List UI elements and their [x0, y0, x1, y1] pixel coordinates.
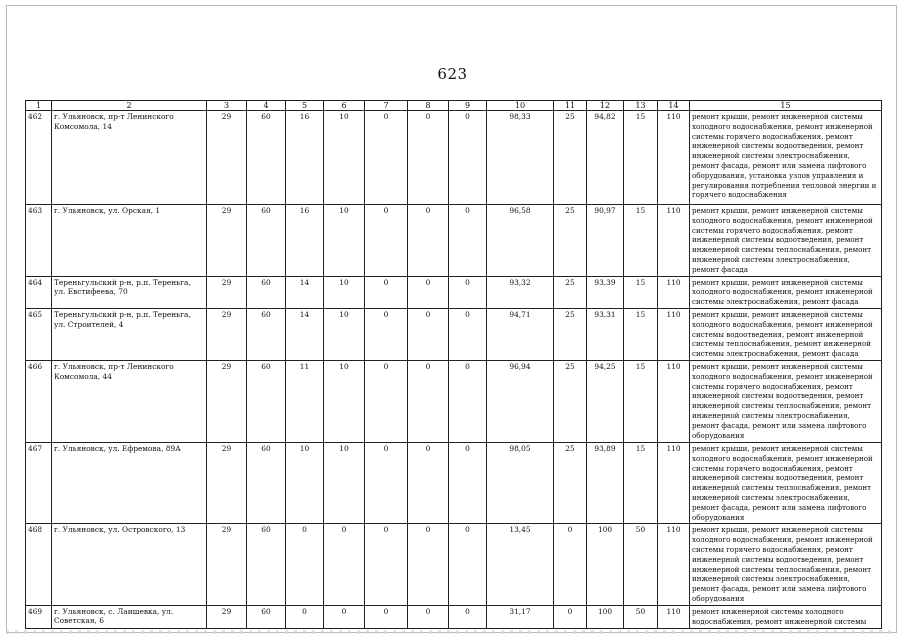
- column-header-10: 10: [487, 101, 554, 111]
- value-cell-c9: 0: [449, 360, 487, 442]
- value-cell-c9: 0: [449, 442, 487, 523]
- value-cell-c3: 29: [207, 524, 247, 605]
- value-cell-c7: 0: [365, 605, 408, 628]
- value-cell-c12: 90,97: [587, 205, 624, 277]
- value-cell-c6: 0: [324, 605, 365, 628]
- value-cell-c12: 94,25: [587, 360, 624, 442]
- value-cell-c7: 0: [365, 442, 408, 523]
- table-row: [26, 111, 882, 205]
- header-row: [26, 101, 882, 111]
- value-cell-c3: 29: [207, 360, 247, 442]
- row-number: 464: [26, 276, 52, 308]
- row-number: 467: [26, 442, 52, 523]
- value-cell-c12: 94,82: [587, 111, 624, 205]
- row-number: 463: [26, 205, 52, 277]
- value-cell-c10: 96,58: [487, 205, 554, 277]
- column-header-9: 9: [449, 101, 487, 111]
- value-cell-c5: 14: [286, 308, 324, 360]
- value-cell-c6: 10: [324, 276, 365, 308]
- value-cell-c5: 11: [286, 360, 324, 442]
- table-row: [26, 524, 882, 605]
- address-cell: г. Ульяновск, пр-т Ленинского Комсомола, 14: [52, 111, 207, 205]
- value-cell-c13: 50: [624, 605, 658, 628]
- value-cell-c10: 98,33: [487, 111, 554, 205]
- value-cell-c13: 15: [624, 442, 658, 523]
- row-number: 462: [26, 111, 52, 205]
- value-cell-c11: 25: [554, 111, 587, 205]
- address-cell: г. Ульяновск, с. Лаишевка, ул. Советская, 6: [52, 605, 207, 628]
- value-cell-c8: 0: [408, 205, 449, 277]
- column-header-11: 11: [554, 101, 587, 111]
- column-header-2: 2: [52, 101, 207, 111]
- value-cell-c3: 29: [207, 308, 247, 360]
- works-cell: ремонт крыши, ремонт инженерной системы холодного водоснабжения, ремонт инженерной системы горячего водоснабжения, ремонт инженерной системы водоотведения, ремонт инженерной системы теплоснабжения, ремонт инженерной системы электроснабжения, ремонт фасада, ремонт или замена лифтового оборудования: [690, 442, 882, 523]
- works-cell: ремонт крыши, ремонт инженерной системы холодного водоснабжения, ремонт инженерной системы горячего водоснабжения, ремонт инженерной системы водоотведения, ремонт инженерной системы теплоснабжения, ремонт инженерной системы электроснабжения, ремонт фасада, ремонт или замена лифтового оборудования: [690, 524, 882, 605]
- value-cell-c5: 10: [286, 442, 324, 523]
- value-cell-c4: 60: [247, 360, 286, 442]
- value-cell-c14: 110: [658, 360, 690, 442]
- table-body: [26, 111, 882, 629]
- value-cell-c8: 0: [408, 360, 449, 442]
- works-cell: ремонт крыши, ремонт инженерной системы холодного водоснабжения, ремонт инженерной системы горячего водоснабжения, ремонт инженерной системы водоотведения, ремонт инженерной системы теплоснабжения, ремонт инженерной системы электроснабжения, ремонт фасада, ремонт или замена лифтового оборудования: [690, 360, 882, 442]
- value-cell-c14: 110: [658, 442, 690, 523]
- table-row: [26, 442, 882, 523]
- value-cell-c10: 96,94: [487, 360, 554, 442]
- value-cell-c13: 15: [624, 111, 658, 205]
- address-cell: Тереньгульский р-н, р.п. Тереньга, ул. Евстифеева, 70: [52, 276, 207, 308]
- value-cell-c6: 10: [324, 308, 365, 360]
- value-cell-c6: 10: [324, 205, 365, 277]
- works-cell: ремонт крыши, ремонт инженерной системы холодного водоснабжения, ремонт инженерной системы электроснабжения, ремонт фасада: [690, 276, 882, 308]
- value-cell-c13: 15: [624, 360, 658, 442]
- value-cell-c9: 0: [449, 308, 487, 360]
- value-cell-c7: 0: [365, 360, 408, 442]
- value-cell-c7: 0: [365, 111, 408, 205]
- value-cell-c14: 110: [658, 276, 690, 308]
- value-cell-c11: 25: [554, 205, 587, 277]
- value-cell-c5: 14: [286, 276, 324, 308]
- value-cell-c10: 13,45: [487, 524, 554, 605]
- address-cell: г. Ульяновск, ул. Островского, 13: [52, 524, 207, 605]
- value-cell-c3: 29: [207, 276, 247, 308]
- page-number: 623: [437, 65, 468, 83]
- column-header-7: 7: [365, 101, 408, 111]
- value-cell-c4: 60: [247, 308, 286, 360]
- value-cell-c5: 0: [286, 605, 324, 628]
- value-cell-c6: 10: [324, 442, 365, 523]
- column-header-15: 15: [690, 101, 882, 111]
- value-cell-c11: 0: [554, 524, 587, 605]
- value-cell-c6: 10: [324, 360, 365, 442]
- value-cell-c5: 0: [286, 524, 324, 605]
- value-cell-c11: 0: [554, 605, 587, 628]
- value-cell-c7: 0: [365, 308, 408, 360]
- value-cell-c14: 110: [658, 308, 690, 360]
- address-cell: г. Ульяновск, пр-т Ленинского Комсомола, 44: [52, 360, 207, 442]
- row-number: 465: [26, 308, 52, 360]
- value-cell-c9: 0: [449, 111, 487, 205]
- value-cell-c9: 0: [449, 205, 487, 277]
- value-cell-c6: 0: [324, 524, 365, 605]
- value-cell-c11: 25: [554, 308, 587, 360]
- value-cell-c3: 29: [207, 111, 247, 205]
- value-cell-c8: 0: [408, 111, 449, 205]
- value-cell-c7: 0: [365, 524, 408, 605]
- value-cell-c9: 0: [449, 524, 487, 605]
- row-number: 468: [26, 524, 52, 605]
- value-cell-c4: 60: [247, 605, 286, 628]
- column-header-14: 14: [658, 101, 690, 111]
- value-cell-c14: 110: [658, 205, 690, 277]
- value-cell-c7: 0: [365, 205, 408, 277]
- value-cell-c10: 98,05: [487, 442, 554, 523]
- column-header-12: 12: [587, 101, 624, 111]
- column-header-8: 8: [408, 101, 449, 111]
- table-row: [26, 360, 882, 442]
- address-cell: г. Ульяновск, ул. Ефремова, 89А: [52, 442, 207, 523]
- value-cell-c14: 110: [658, 524, 690, 605]
- value-cell-c10: 94,71: [487, 308, 554, 360]
- column-header-5: 5: [286, 101, 324, 111]
- value-cell-c13: 15: [624, 308, 658, 360]
- table-row: [26, 276, 882, 308]
- column-header-6: 6: [324, 101, 365, 111]
- value-cell-c11: 25: [554, 442, 587, 523]
- value-cell-c13: 15: [624, 276, 658, 308]
- table-row: [26, 605, 882, 628]
- works-cell: ремонт крыши, ремонт инженерной системы холодного водоснабжения, ремонт инженерной системы горячего водоснабжения, ремонт инженерной системы водоотведения, ремонт инженерной системы электроснабжения, ремонт фасада, ремонт или замена лифтового оборудования, установка узлов управления и регулирования потребления тепловой энергии и горячего водоснабжения: [690, 111, 882, 205]
- address-cell: г. Ульяновск, ул. Орская, 1: [52, 205, 207, 277]
- value-cell-c4: 60: [247, 205, 286, 277]
- scan-edge: [6, 630, 897, 634]
- value-cell-c12: 93,31: [587, 308, 624, 360]
- value-cell-c8: 0: [408, 442, 449, 523]
- value-cell-c12: 93,39: [587, 276, 624, 308]
- address-cell: Тереньгульский р-н, р.п. Тереньга, ул. Строителей, 4: [52, 308, 207, 360]
- row-number: 466: [26, 360, 52, 442]
- value-cell-c4: 60: [247, 524, 286, 605]
- value-cell-c3: 29: [207, 442, 247, 523]
- value-cell-c8: 0: [408, 308, 449, 360]
- value-cell-c9: 0: [449, 605, 487, 628]
- value-cell-c11: 25: [554, 276, 587, 308]
- value-cell-c8: 0: [408, 276, 449, 308]
- value-cell-c11: 25: [554, 360, 587, 442]
- value-cell-c14: 110: [658, 111, 690, 205]
- value-cell-c5: 16: [286, 205, 324, 277]
- value-cell-c3: 29: [207, 605, 247, 628]
- value-cell-c10: 31,17: [487, 605, 554, 628]
- column-header-13: 13: [624, 101, 658, 111]
- value-cell-c10: 93,32: [487, 276, 554, 308]
- value-cell-c4: 60: [247, 442, 286, 523]
- works-cell: ремонт крыши, ремонт инженерной системы холодного водоснабжения, ремонт инженерной системы водоотведения, ремонт инженерной системы теплоснабжения, ремонт инженерной системы электроснабжения, ремонт фасада: [690, 308, 882, 360]
- value-cell-c3: 29: [207, 205, 247, 277]
- value-cell-c12: 93,89: [587, 442, 624, 523]
- table-row: [26, 205, 882, 277]
- value-cell-c9: 0: [449, 276, 487, 308]
- works-cell: ремонт инженерной системы холодного водоснабжения, ремонт инженерной системы: [690, 605, 882, 628]
- value-cell-c13: 15: [624, 205, 658, 277]
- value-cell-c4: 60: [247, 111, 286, 205]
- value-cell-c12: 100: [587, 605, 624, 628]
- value-cell-c14: 110: [658, 605, 690, 628]
- value-cell-c6: 10: [324, 111, 365, 205]
- works-cell: ремонт крыши, ремонт инженерной системы холодного водоснабжения, ремонт инженерной системы горячего водоснабжения, ремонт инженерной системы водоотведения, ремонт инженерной системы теплоснабжения, ремонт инженерной системы электроснабжения, ремонт фасада: [690, 205, 882, 277]
- repair-table: [25, 100, 882, 629]
- value-cell-c12: 100: [587, 524, 624, 605]
- column-header-1: 1: [26, 101, 52, 111]
- value-cell-c8: 0: [408, 605, 449, 628]
- table-row: [26, 308, 882, 360]
- column-header-3: 3: [207, 101, 247, 111]
- value-cell-c5: 16: [286, 111, 324, 205]
- value-cell-c7: 0: [365, 276, 408, 308]
- value-cell-c13: 50: [624, 524, 658, 605]
- value-cell-c8: 0: [408, 524, 449, 605]
- column-header-4: 4: [247, 101, 286, 111]
- row-number: 469: [26, 605, 52, 628]
- value-cell-c4: 60: [247, 276, 286, 308]
